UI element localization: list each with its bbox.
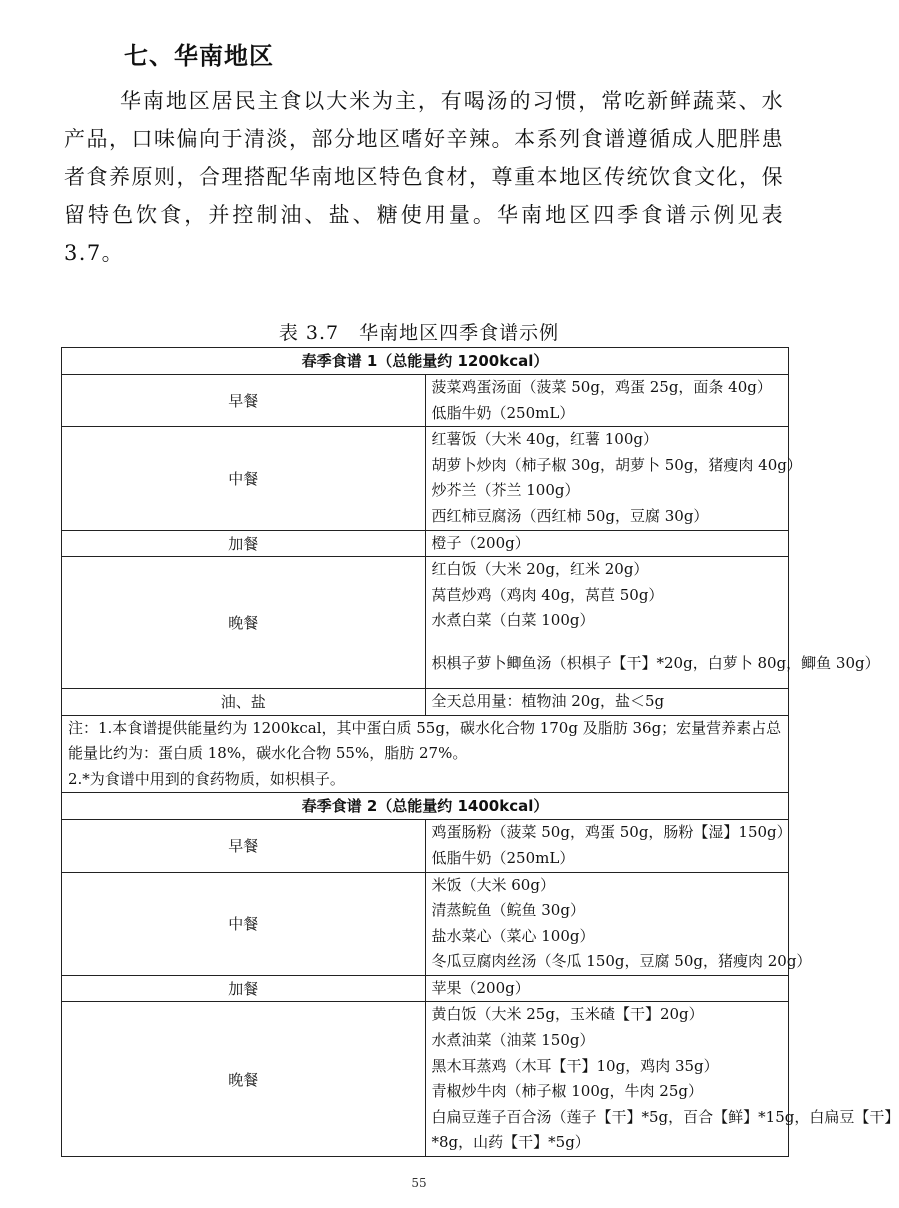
list-item: 西红柿豆腐汤（西红柿 50g，豆腐 30g） bbox=[431, 506, 709, 525]
spring2-title-row bbox=[62, 793, 789, 820]
list-item: 菠菜鸡蛋汤面（菠菜 50g，鸡蛋 25g，面条 40g） bbox=[431, 378, 772, 396]
list-item: 水煮白菜（白菜 100g） bbox=[431, 611, 595, 630]
section-heading: 七、华南地区 bbox=[124, 42, 274, 70]
note-line-2: 2.*为食谱中用到的食药物质，如枳椇子。 bbox=[68, 769, 345, 788]
list-item: 全天总用量：植物油 20g，盐＜5g bbox=[431, 691, 665, 710]
spring1-oil-salt-label: 油、盐 bbox=[62, 688, 426, 715]
list-item: 低脂牛奶（250mL） bbox=[431, 848, 575, 867]
list-item: 黄白饭（大米 25g，玉米碴【干】20g） bbox=[431, 1005, 704, 1024]
list-item: 胡萝卜炒肉（柿子椒 30g，胡萝卜 50g，猪瘦肉 40g） bbox=[431, 455, 802, 474]
recipe-table bbox=[61, 347, 899, 1157]
spring1-snack-items bbox=[425, 530, 789, 557]
spring1-title-row bbox=[62, 348, 789, 375]
list-item: 炒芥兰（芥兰 100g） bbox=[431, 481, 580, 500]
spring2-snack-label: 加餐 bbox=[62, 975, 426, 1002]
list-item: 水煮油菜（油菜 150g） bbox=[431, 1031, 595, 1050]
spring2-breakfast-label: 早餐 bbox=[62, 820, 426, 872]
table-caption: 表 3.7 华南地区四季食谱示例 bbox=[278, 322, 560, 344]
list-item: 清蒸鲩鱼（鲩鱼 30g） bbox=[431, 901, 585, 920]
spring1-oil-salt-items bbox=[425, 688, 789, 715]
page-number: 55 bbox=[411, 1176, 427, 1190]
spring1-note bbox=[62, 715, 789, 793]
spring1-snack-row bbox=[62, 530, 789, 557]
spring1-snack-label: 加餐 bbox=[62, 530, 426, 557]
list-item: 低脂牛奶（250mL） bbox=[431, 403, 575, 422]
spring2-dinner-row bbox=[62, 1002, 789, 1157]
list-item: 盐水菜心（菜心 100g） bbox=[431, 926, 595, 945]
spring1-breakfast-label: 早餐 bbox=[62, 375, 426, 427]
list-item: *8g，山药【干】*5g） bbox=[431, 1133, 590, 1152]
spring2-lunch-items bbox=[425, 872, 812, 975]
list-item: 莴苣炒鸡（鸡肉 40g，莴苣 50g） bbox=[431, 585, 664, 604]
spring1-dinner-label: 晚餐 bbox=[62, 557, 426, 689]
intro-paragraph: 华南地区居民主食以大米为主，有喝汤的习惯，常吃新鲜蔬菜、水产品，口味偏向于清淡，部分地区嗜好辛辣。本系列食谱遵循成人肥胖患者食养原则，合理搭配华南地区特色食材，尊重本地区传统饮食文化，保留特色饮食，并控制油、盐、糖使用量。华南地区四季食谱示例见表 3.7。 bbox=[64, 89, 784, 265]
list-item: 橙子（200g） bbox=[431, 533, 530, 552]
list-item: 青椒炒牛肉（柿子椒 100g，牛肉 25g） bbox=[431, 1082, 703, 1101]
spring1-lunch-items bbox=[425, 427, 802, 530]
spring2-lunch-row bbox=[62, 872, 789, 975]
spring1-lunch-label: 中餐 bbox=[62, 427, 426, 530]
list-item: 白扁豆莲子百合汤（莲子【干】*5g，百合【鲜】*15g，白扁豆【干】 bbox=[431, 1107, 899, 1126]
list-item: 红薯饭（大米 40g，红薯 100g） bbox=[431, 430, 658, 449]
list-item: 米饭（大米 60g） bbox=[431, 875, 555, 894]
spring2-dinner-label: 晚餐 bbox=[62, 1002, 426, 1157]
list-item: 鸡蛋肠粉（菠菜 50g，鸡蛋 50g，肠粉【湿】150g） bbox=[431, 823, 792, 842]
spring2-breakfast-row bbox=[62, 820, 789, 872]
spring1-breakfast-row bbox=[62, 375, 789, 427]
spring2-title: 春季食谱 2（总能量约 1400kcal） bbox=[62, 793, 789, 820]
spring2-dinner-items bbox=[425, 1002, 899, 1157]
spring1-breakfast-items bbox=[425, 375, 789, 427]
spring2-snack-items bbox=[425, 975, 789, 1002]
note-line-1: 注：1.本食谱提供能量约为 1200kcal，其中蛋白质 55g，碳水化合物 170g 及脂肪 36g；宏量营养素占总能量比约为：蛋白质 18%，碳水化合物 55%，脂肪 27%。 bbox=[68, 718, 782, 763]
spring1-title: 春季食谱 1（总能量约 1200kcal） bbox=[62, 348, 789, 375]
list-item: 黑木耳蒸鸡（木耳【干】10g，鸡肉 35g） bbox=[431, 1056, 719, 1075]
list-item: 苹果（200g） bbox=[431, 978, 530, 997]
list-item: 冬瓜豆腐肉丝汤（冬瓜 150g，豆腐 50g，猪瘦肉 20g） bbox=[431, 952, 812, 971]
spring1-lunch-row bbox=[62, 427, 789, 530]
list-item: 红白饭（大米 20g，红米 20g） bbox=[431, 560, 649, 579]
spring2-breakfast-items bbox=[425, 820, 792, 872]
spring2-snack-row bbox=[62, 975, 789, 1002]
spring1-dinner-row bbox=[62, 557, 789, 689]
spring1-dinner-items bbox=[425, 557, 880, 689]
list-item: 枳椇子萝卜鲫鱼汤（枳椇子【干】*20g，白萝卜 80g，鲫鱼 30g） bbox=[431, 653, 880, 672]
spring1-oil-salt-row bbox=[62, 688, 789, 715]
spring1-note-row bbox=[62, 715, 789, 793]
spring2-lunch-label: 中餐 bbox=[62, 872, 426, 975]
